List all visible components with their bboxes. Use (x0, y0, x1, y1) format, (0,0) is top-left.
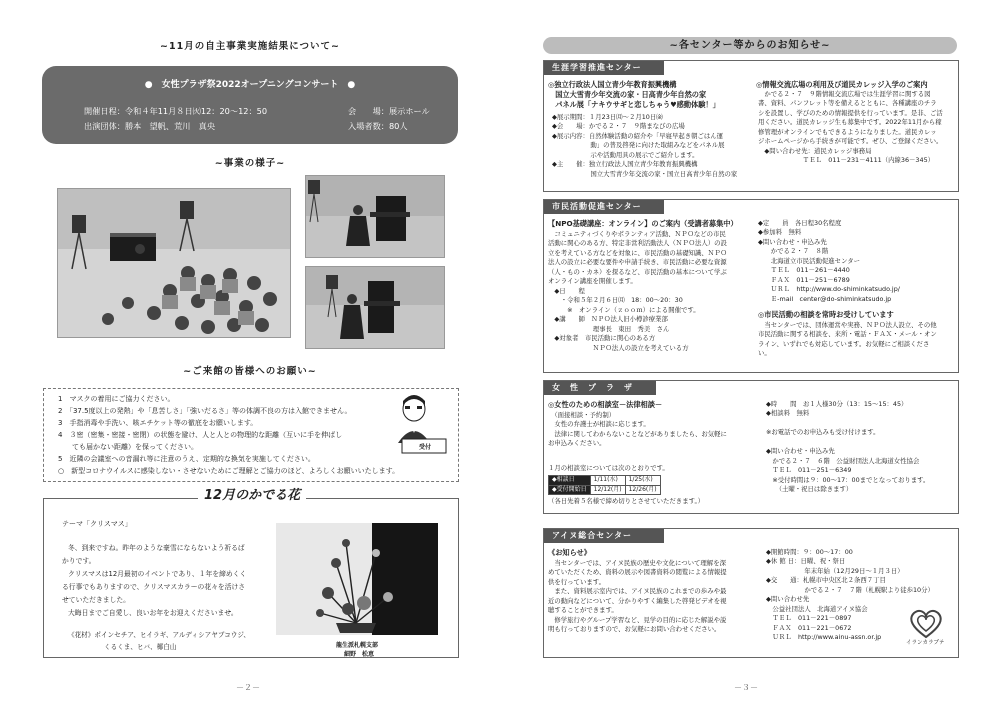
section-item-body: ◆展示期間：１月23日㈪～２月10日㈮ ◆会 場：かでる２・７ ９階まなびの広場 ◆展示内容：自然体験活動の紹介や「早寝早起き朝ごはん運 動」の普及啓発に向けた取組みなどをパネル展 示や活動用具の展示でご紹介します。 ◆主 催：独立行政法人国立青少年教育振興機構 国立大雪青少年交流の家・国立日高青少年自然の家 (552, 113, 738, 178)
kadenru-theme: テーマ「クリスマス」 (62, 520, 132, 528)
page-number: －３－ (734, 683, 758, 692)
kadenru-body-line: 冬、到来ですね。昨年のような豪雪にならないよう祈るば (68, 544, 245, 552)
kadenru-body-line: 大晦日までご自愛し、良いお年をお迎えくださいませ。 (68, 609, 238, 617)
section-item-body: ◆時 間 お１人様30分（13：15～15：45） ◆相談料 無料 ※お電話でのお申込みも受け付けます。 ◆問い合わせ・申込み先 かでる２・７ ６階 公益財団法人北海道女性協会 ＴＥＬ 011－251－6349 ※受付時間は９：00～17：00までとなっております。 （土曜・祝日は除きます） (766, 400, 930, 494)
flower-arrangement-photo (276, 523, 438, 635)
section-item-body: ◆定 員 各日程30名程度 ◆参加料 無料 ◆問い合わせ・申込み先 かでる２・７ ８階 北海道立市民活動促進センター ＴＥＬ 011－261－4440 ＦＡＸ 011－251－6789 ＵＲＬ http://www.do-shiminkatsudo.jp/ Ｅ-mail center@do-shiminkatsudo.jp (758, 219, 900, 303)
section-item-body: （面接相談・予約制） 女性の弁護士が相談に応じます。 法律に関してわからないことなどがありましたら、お気軽に お申込みください。 (548, 411, 727, 448)
section-item-title: 《お知らせ》 (548, 548, 591, 557)
results-title: ~11月の自主事業実施結果について~ (160, 41, 340, 52)
concert-date: 開催日程：令和４年11月８日㈫12：20～12：50 (84, 106, 268, 116)
table-cell: 1/25(水) (625, 476, 660, 486)
schedule-note: （各日先着５名様で締め切りとさせていただきます。） (548, 497, 705, 505)
pianist-photo-2 (305, 266, 445, 349)
section-item-title: ◎市民活動の相談を常時お受けしています (758, 310, 894, 319)
lifelong-learning-section (543, 60, 959, 192)
womens-plaza-section (543, 380, 959, 514)
event-heading: ~事業の様子~ (214, 158, 286, 169)
kadenru-materials: 《花材》ポインセチア、ヒイラギ、アルディシアヤブコウジ、 (68, 631, 250, 639)
visitor-requests-box (43, 388, 459, 482)
request-item: ても届かない距離）を保ってください。 (58, 443, 198, 451)
page-number: －２－ (236, 683, 260, 692)
section-header: 女 性 プ ラ ザ (544, 381, 656, 395)
section-header: 生涯学習推進センター (544, 61, 664, 75)
section-item-title: ◎女性のための相談室－法律相談－ (548, 400, 663, 409)
concert-title: ● 女性プラザ祭2022オープニングコンサート ● (144, 80, 356, 90)
section-item-body: かでる２・７ ９階情報交流広場では生涯学習に関する図 書、資料、パンフレット等を備えるとともに、各種講座のチラ シを設置し、学びのための情報提供を行っています。是非、ご活 用ください。道民カレッジ生も募集中です。2022年11月から稼 修管理がオンラインでもできるようになりました。道民カレッ ジホームページから手続きが可能です。ぜひ、ご登録ください。 ◆問い合わせ先：道民カレッジ事務局 ＴＥＬ 011－231－4111（内線36－345） (758, 90, 943, 165)
section-item-title: 【NPO基礎講座：オンライン】のご案内（受講者募集中） (548, 219, 738, 228)
table-cell: 12/12(月) (590, 485, 625, 495)
kadenru-body-line: かりです。 (62, 557, 96, 565)
kadenru-materials: くるくま、ヒバ、椰白山 (104, 643, 177, 651)
table-row (549, 476, 661, 486)
concert-info-box (42, 66, 458, 144)
section-header: アイヌ総合センター (544, 529, 664, 543)
table-row (549, 485, 661, 495)
request-item: ○ 新型コロナウイルスに感染しない・させないためにご理解とご協力のほど、よろしくお願いいたします。 (58, 467, 400, 475)
ainu-center-section (543, 528, 959, 658)
logo-caption: イランカラプテ (906, 640, 945, 646)
kadenru-flower-box (43, 488, 459, 658)
section-item-title: ◎独立行政法人国立青少年教育振興機構 国立大雪青少年交流の家・日高青少年自然の家 パネル展「ナキウサギと恋しちゃう♥感動体験！」 (548, 80, 720, 110)
kadenru-body-line: クリスマスは12月最初のイベントであり、１年を締めくく (68, 570, 247, 578)
concert-attendance: 入場者数：80人 (348, 121, 408, 131)
table-cell: 12/26(月) (625, 485, 660, 495)
request-item: 4 ３密（密集・密接・密閉）の状態を避け、人と人との物理的な距離（互いに手を伸ばし (58, 431, 343, 439)
request-item: 3 手指消毒や手洗い、咳エチケット等の徹底をお願いします。 (58, 419, 258, 427)
kadenru-heading: 12月のかでる花 (198, 487, 306, 506)
consultation-schedule-table (548, 475, 661, 495)
center-news-banner: ~各センター等からのお知らせ~ (543, 37, 957, 54)
pianist-photo-1 (305, 175, 445, 258)
kadenru-body-line: せていただきました。 (62, 596, 130, 604)
concert-venue: 会 場：展示ホール (348, 106, 430, 116)
table-cell: 1/11(水) (590, 476, 625, 486)
flower-caption-org: 龍生派札幌支部 (336, 642, 379, 649)
section-header: 市民活動促進センター (544, 200, 664, 214)
section-item-body: ◆開館時間：９：00～17：00 ◆休 館 日：日曜、祝・祭日 年末年始（12月29日～１月３日） ◆交 通：札幌市中央区北２条西７丁目 かでる２・７ ７階（札幌駅より徒歩10分） ◆問い合わせ先 公益社団法人 北海道アイヌ協会 ＴＥＬ 011－221－0897 ＦＡＸ 011－221－0672 ＵＲＬ http://www.ainu-assn.or.jp (766, 548, 934, 642)
table-cell: ◆受付開始日 (549, 485, 591, 495)
civic-activity-section (543, 199, 959, 373)
request-item: 1 マスクの着用にご協力ください。 (58, 395, 175, 403)
table-cell: ◆相談日 (549, 476, 591, 486)
schedule-intro: １月の相談室については次のとおりです。 (548, 464, 669, 472)
reception-sign: 受付 (419, 444, 432, 451)
concert-audience-photo (57, 188, 291, 338)
section-item-title: ◎情報交流広場の利用及び道民カレッジ入学のご案内 (756, 80, 928, 89)
section-item-body: コミュニティづくりやボランティア活動、ＮＰＯなどの市民 活動に関心のある方、特定非営利活動法人（ＮＰＯ法人）の設 立を考えている方などを対象に、市民活動の基礎知識、ＮＰＯ 法人の設立に必要な要件や申請手続き、市民活動に必要な資源 （人・もの・カネ）を探るなど、市民活動の基本について学ぶ オンライン講座を開催します。 ◆日 程 ・令和５年２月６日㈪ 18：00～20：30 ※ オンライン（ｚｏｏｍ）による開催です。 ◆講 師 ＮＰＯ法人旧小樽診療業部 理事長 東田 秀美 さん ◆対象者 市民活動に関心のある方 ＮＰＯ法人の設立を考えている方 (548, 230, 727, 352)
concert-performers: 出演団体：勝本 望帆、荒川 真央 (84, 121, 216, 131)
request-item: 5 近隣の会議室への音漏れ等に注意のうえ、定期的な換気を実施してください。 (58, 455, 315, 463)
request-heading: ~ご来館の皆様へのお願い~ (183, 366, 317, 377)
section-item-body: 当センターでは、アイヌ民族の歴史や文化について理解を深 めていただくため、資料の展示や図書資料の閲覧による情報提 供を行っています。 また、資料展示室内では、アイヌ民族のこれまでの歩みや最 近の動向などについて、分かりやすく編集した啓発ビデオを視 聴することができます。 修学旅行やグループ学習など、見学の目的に応じた解説や説 明も行っておりますので、お気軽にお問い合わせください。 (548, 559, 727, 634)
request-item: 2 「37.5度以上の発熱」や「息苦しさ」「強いだるさ」等の体調不良の方は入館できません。 (58, 407, 352, 415)
irankarapte-logo-icon (908, 609, 944, 639)
kadenru-body-line: る行事でもありますので、クリスマスカラーの花々を活けさ (62, 583, 246, 591)
flower-caption-name: 細野 松恵 (344, 651, 375, 658)
section-item-body: 当センターでは、団体運営や実務、ＮＰＯ法人設立、その他 市民活動に関する相談を、来所・電話・ＦＡＸ・メール・オン ライン、いずれでも対応しています。お気軽にご相談くださ い。 (758, 321, 937, 358)
